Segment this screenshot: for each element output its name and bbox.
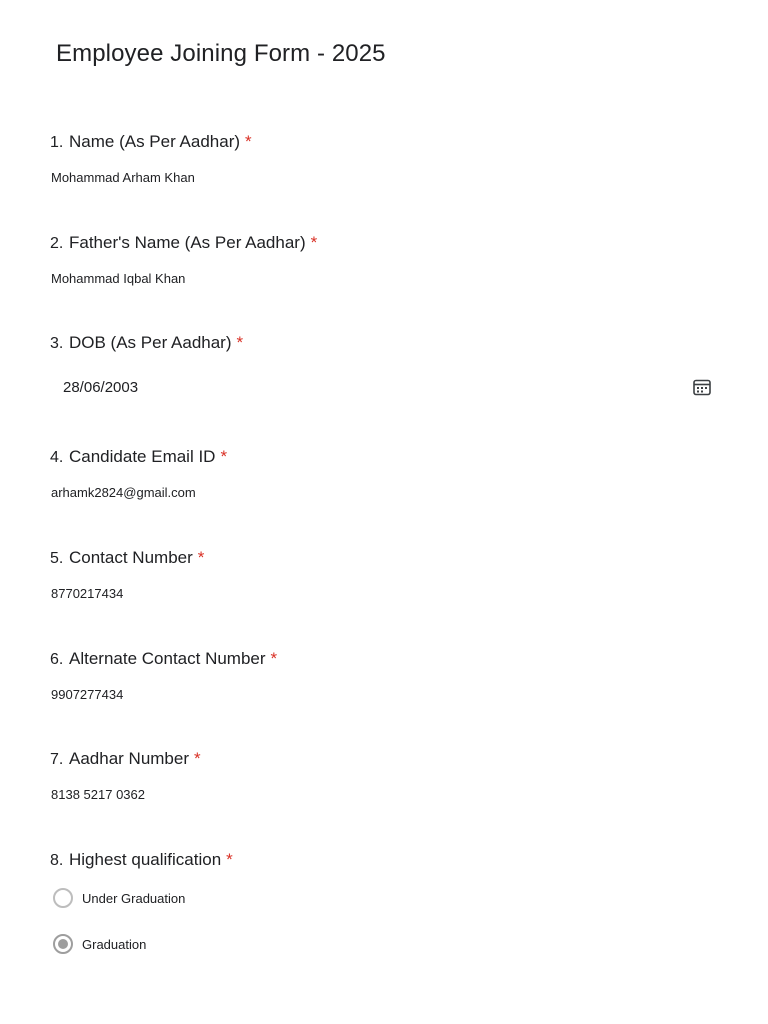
question-email	[50, 447, 730, 500]
question-header	[50, 233, 730, 255]
question-number: 6.	[50, 651, 64, 668]
form-title: Employee Joining Form - 2025	[56, 40, 386, 67]
calendar-icon[interactable]	[692, 377, 712, 397]
radio-option-under-graduation[interactable]	[53, 887, 730, 909]
question-dob	[50, 333, 730, 397]
radio-label: Under Graduation	[82, 890, 186, 906]
question-label: Name (As Per Aadhar)	[69, 132, 241, 151]
answer-aadhar-number: 8138 5217 0362	[51, 787, 145, 802]
question-number: 8.	[50, 852, 64, 869]
question-alternate-contact	[50, 649, 730, 702]
question-header	[50, 850, 730, 872]
dob-date-value: 28/06/2003	[63, 378, 139, 396]
question-header	[50, 333, 730, 355]
required-asterisk: *	[226, 850, 233, 869]
question-number: 3.	[50, 335, 64, 352]
radio-label: Graduation	[82, 936, 147, 952]
question-header	[50, 749, 730, 771]
required-asterisk: *	[236, 333, 244, 352]
answer-name: Mohammad Arham Khan	[51, 170, 195, 185]
radio-button-checked[interactable]	[53, 934, 73, 954]
required-asterisk: *	[220, 447, 228, 466]
question-father-name	[50, 233, 730, 286]
question-number: 7.	[50, 751, 64, 768]
question-number: 2.	[50, 235, 64, 252]
answer-alternate-contact: 9907277434	[51, 687, 124, 702]
question-header	[50, 548, 730, 570]
required-asterisk: *	[310, 233, 318, 252]
question-label: Contact Number	[69, 548, 193, 567]
required-asterisk: *	[194, 749, 201, 768]
question-label: Alternate Contact Number	[69, 649, 266, 668]
required-asterisk: *	[270, 649, 278, 668]
question-name	[50, 132, 730, 185]
required-asterisk: *	[245, 132, 252, 151]
question-label: Highest qualification	[69, 850, 222, 869]
question-number: 5.	[50, 550, 64, 567]
question-header	[50, 649, 730, 671]
question-header	[50, 447, 730, 469]
dob-date-field[interactable]	[50, 377, 712, 397]
answer-contact-number: 8770217434	[51, 586, 124, 601]
question-aadhar-number	[50, 749, 730, 802]
question-label: DOB (As Per Aadhar)	[69, 333, 232, 352]
question-label: Candidate Email ID	[69, 447, 216, 466]
answer-father-name: Mohammad Iqbal Khan	[51, 271, 186, 286]
question-contact-number	[50, 548, 730, 601]
question-number: 1.	[50, 134, 64, 151]
radio-button-unchecked[interactable]	[53, 888, 73, 908]
answer-email: arhamk2824@gmail.com	[51, 485, 196, 500]
question-header	[50, 132, 730, 154]
question-label: Father's Name (As Per Aadhar)	[69, 233, 306, 252]
required-asterisk: *	[197, 548, 205, 567]
radio-option-graduation[interactable]	[53, 933, 730, 955]
question-label: Aadhar Number	[69, 749, 190, 768]
question-highest-qualification	[50, 850, 730, 955]
question-number: 4.	[50, 449, 64, 466]
